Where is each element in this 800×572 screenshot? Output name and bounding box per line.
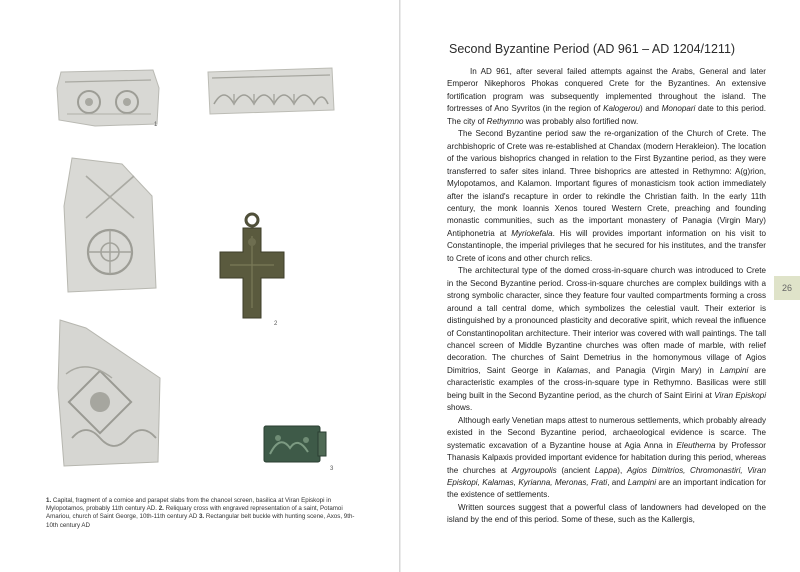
plate-label-3: 3 bbox=[330, 466, 334, 472]
paragraph-1-text: In AD 961, after several failed attempts against the Arabs, General and later Emperor Nikephoros Phokas conquered Crete for the Byzantines. An extensive fortification program was subsequently implemented throughout the island. The fortresses of Ano Syvritos (in the region of bbox=[447, 67, 766, 114]
italic-place-name: Viran Episkopi bbox=[714, 390, 767, 400]
paragraph-1 bbox=[447, 66, 766, 128]
figure-caption bbox=[46, 497, 356, 530]
caption-text-2: Reliquary cross with engraved representation of a saint, Potamoi Amariou, church of Saint George, 10th-11th century AD bbox=[46, 505, 343, 521]
italic-place-name: Agios Dimitrios, Chromonastiri, Viran Episkopi, Kalamas, Kyrianna, Meronas, Frati bbox=[447, 465, 766, 487]
page-number: 26 bbox=[781, 283, 792, 293]
right-page bbox=[401, 0, 800, 572]
paragraph-3-text: , and Panagia (Virgin Mary) in bbox=[588, 365, 720, 375]
paragraph-4-text: ), bbox=[617, 465, 627, 475]
paragraph-2 bbox=[447, 128, 766, 265]
paragraph-4-text: (ancient bbox=[556, 465, 595, 475]
italic-place-name: Lappa bbox=[594, 465, 618, 475]
parapet-slab-with-rosette-image bbox=[56, 318, 162, 468]
italic-place-name: Kalogerou bbox=[603, 104, 640, 114]
paragraph-3-text: The architectural type of the domed cross-in-square church was introduced to Crete in the Second Byzantine period. Cross-in-square churches are complex buildings with a strong symbolic character, since they feature four vaulted compartments forming a cross around a tall central dome, which symbolizes the celestial vault. Their exterior is distinguished by a pronounced plasticity and decorative spirit, which reveal the influence of Constantinopolitan architecture. Their interior was covered with wall paintings. The tall chancel screen of Middle Byzantine churches was often made of marble, with relief decoration. The churches of Saint Demetrius in the homonymous village of Agios Dimitrios, Saint George in bbox=[447, 266, 766, 375]
paragraph-4-text: by Professor Thanasis Kalpaxis provided important evidence for habitation during this period, whereas the churches at bbox=[447, 440, 767, 475]
paragraph-5 bbox=[447, 502, 766, 527]
italic-place-name: Kalamas bbox=[556, 365, 589, 375]
italic-place-name: Lampini bbox=[719, 365, 749, 375]
cornice-fragment-image bbox=[204, 64, 336, 118]
parapet-slab-fragment-image bbox=[62, 156, 158, 294]
caption-text-3: Rectangular belt buckle with hunting scene, Axos, 9th-10th century AD bbox=[46, 513, 355, 529]
caption-text-1: Capital, fragment of a cornice and parapet slabs from the chancel screen, basilica at Viran Episkopi in Mylopotamos, probably 11th century AD. bbox=[46, 497, 332, 513]
paragraph-1-text: date to this period. The city of bbox=[447, 104, 766, 126]
section-heading: Second Byzantine Period (AD 961 – AD 1204/1211) bbox=[449, 42, 736, 56]
paragraph-4-text: Although early Venetian maps attest to numerous settlements, which probably already existed in the Second Byzantine period, archaeological evidence is scarce. The systematic excavation of a Byzantine house at Agia Anna in bbox=[447, 415, 766, 450]
caption-number-1: 1. bbox=[46, 497, 52, 504]
italic-place-name: Rethymno bbox=[486, 116, 524, 126]
paragraph-3-text: shows. bbox=[447, 403, 473, 413]
paragraph-4 bbox=[447, 415, 766, 502]
paragraph-4-text: , and bbox=[607, 477, 628, 487]
italic-place-name: Monopari bbox=[661, 104, 696, 114]
italic-place-name: Eleutherna bbox=[676, 440, 716, 450]
body-text bbox=[447, 66, 766, 527]
paragraph-3 bbox=[447, 265, 766, 414]
plate-label-1: 1 bbox=[154, 122, 158, 128]
paragraph-1-text: ) and bbox=[640, 104, 662, 114]
plate-label-2: 2 bbox=[274, 321, 278, 327]
page-number-tab bbox=[774, 276, 800, 300]
caption-number-2: 2. bbox=[158, 505, 164, 513]
paragraph-2-text: . His will provides important information on his visit to Constantinople, the imperial privileges that he secured for his institutes, and the transfer to Crete of icons and other church relics. bbox=[447, 228, 766, 263]
italic-place-name: Myriokefala bbox=[511, 228, 553, 238]
paragraph-3-text: are characteristic examples of the cross-in-square type in Rethymno. Basilicas were still being built in the Second Byzantine period, as the church of Saint Eirini at bbox=[447, 365, 767, 400]
paragraph-1-text: was probably also fortified now. bbox=[523, 116, 639, 126]
paragraph-4-text: are an important indication for the existence of settlements. bbox=[447, 477, 766, 500]
italic-place-name: Argyroupolis bbox=[511, 465, 557, 475]
italic-place-name: Lampini bbox=[627, 477, 657, 487]
reliquary-cross-image bbox=[218, 212, 286, 322]
paragraph-5-text: Written sources suggest that a powerful class of landowners had developed on the island by the end of this period. Some of these, such as the Kallergis, bbox=[447, 502, 766, 525]
caption-number-3: 3. bbox=[198, 513, 205, 521]
belt-buckle-image bbox=[262, 418, 328, 468]
capital-fragment-image bbox=[55, 68, 161, 128]
paragraph-2-text: The Second Byzantine period saw the re-organization of the Church of Crete. The archbishopric of Crete was re-established at Chandax (modern Herakleion). The location of the various bishoprics changed in relation to the First Byzantine period, as they were transferred to safer sites inland. Three bishoprics are attested in Rethymno: A(g)rion, Mylopotamos, and Kalamon. Important figures of monasticism took action immediately after the island's recapture in order to rekindle the Christian faith. In the early 11th century, the monk Ioannis Xenos toured Western Crete, preaching and founding monastic communities, such as the important monastery of Panagia (Virgin Mary) Antiphonetria at bbox=[447, 129, 766, 238]
